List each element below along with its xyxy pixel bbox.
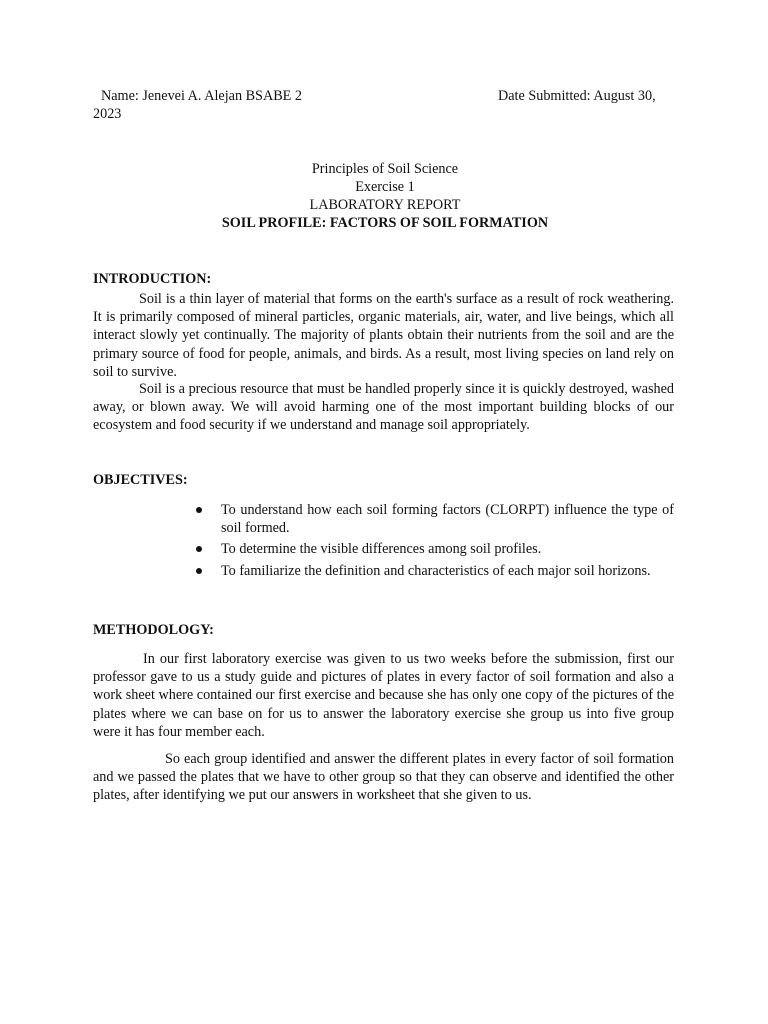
objectives-heading: OBJECTIVES: (93, 472, 188, 488)
methodology-paragraph-2: So each group identified and answer the different plates in every factor of soil formation and we passed the plates that we have to other group so that they can observe and identified the other plates, after identifying we put our answers in worksheet that she given to us. (93, 751, 674, 804)
bullet-icon (196, 546, 202, 552)
objective-text: To determine the visible differences among soil profiles. (221, 541, 542, 558)
methodology-heading: METHODOLOGY: (93, 622, 214, 638)
list-item (196, 501, 674, 537)
introduction-paragraph-2: Soil is a precious resource that must be handled properly since it is quickly destroyed, washed away, or blown away. We will avoid harming one of the most important building blocks of our ecosystem and food security if we understand and manage soil appropriately. (93, 381, 674, 434)
objectives-list (196, 501, 674, 583)
exercise-number: Exercise 1 (355, 179, 415, 195)
report-title: SOIL PROFILE: FACTORS OF SOIL FORMATION (221, 215, 549, 231)
objective-text: To familiarize the definition and characteristics of each major soil horizons. (221, 562, 651, 579)
introduction-heading: INTRODUCTION: (93, 271, 212, 287)
list-item (196, 540, 674, 558)
student-name: Name: Jenevei A. Alejan BSABE 2 (101, 88, 302, 104)
methodology-paragraph-1: In our first laboratory exercise was given to us two weeks before the submission, first our professor gave to us a study guide and pictures of plates in every factor of soil formation and also a work sheet where contained our first exercise and because she has only one copy of the pictures of the plates where we can base on for us to answer the laboratory exercise she group us into five group were it has four member each. (93, 651, 674, 740)
report-type: LABORATORY REPORT (309, 197, 461, 213)
date-submitted: Date Submitted: August 30, (498, 88, 656, 104)
list-item (196, 562, 674, 580)
course-name: Principles of Soil Science (311, 161, 459, 177)
bullet-icon (196, 507, 202, 513)
bullet-icon (196, 568, 202, 574)
date-year: 2023 (93, 106, 122, 122)
introduction-paragraph-1: Soil is a thin layer of material that forms on the earth's surface as a result of rock weathering. It is primarily composed of mineral particles, organic materials, air, water, and live beings, which all interact slowly yet continually. The majority of plants obtain their nutrients from the soil and are the primary source of food for people, animals, and birds. As a result, most living species on land rely on soil to survive. (93, 291, 674, 380)
objective-text: To understand how each soil forming factors (CLORPT) influence the type of soil formed. (221, 502, 674, 537)
